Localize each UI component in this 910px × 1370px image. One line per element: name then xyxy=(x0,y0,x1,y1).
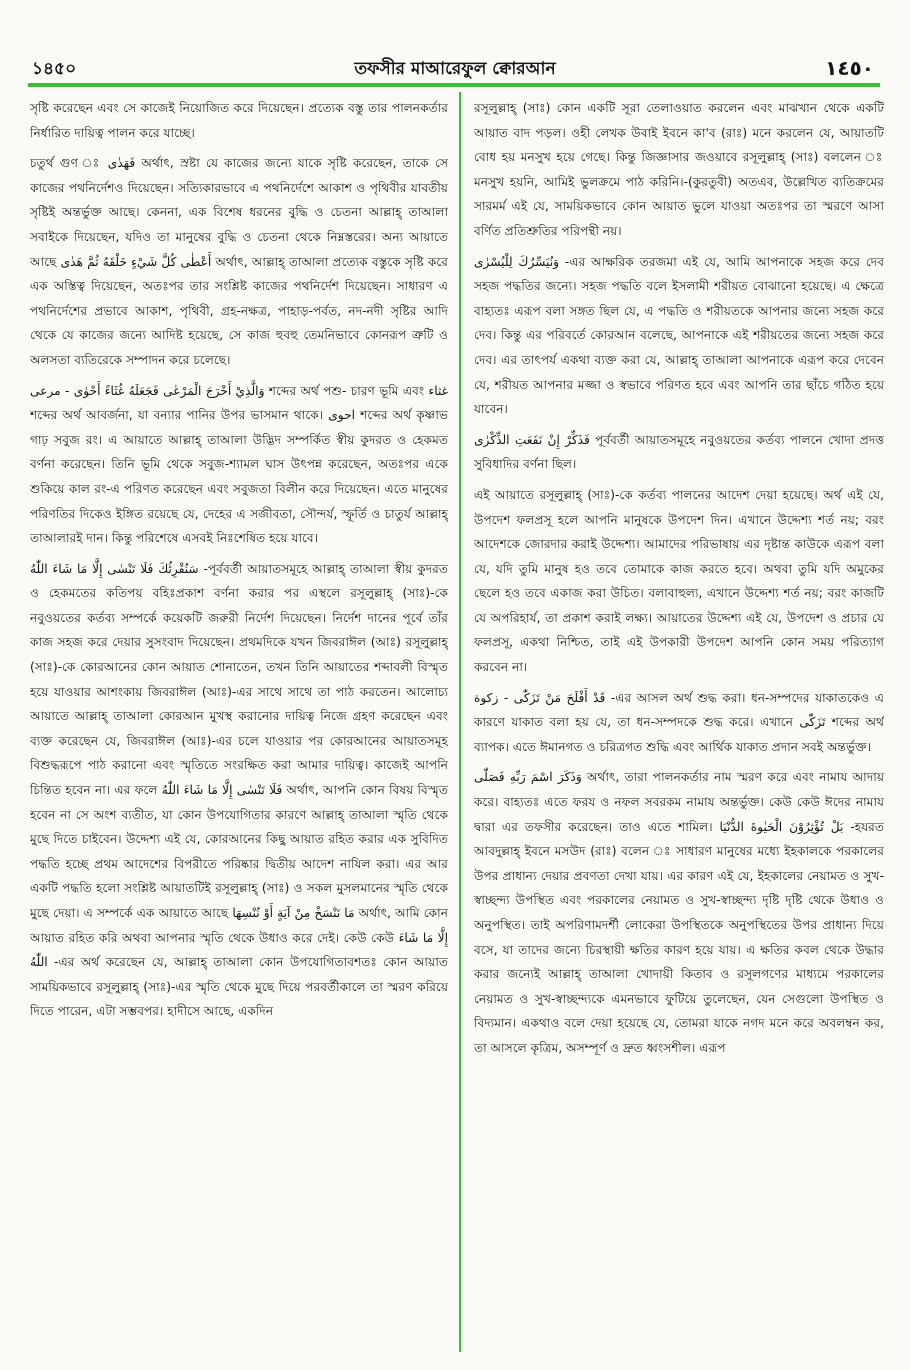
paragraph: فَذَكِّرْ إِنْ نَفَعَتِ الذِّكْرٰى পূর্ববর্তী আয়াতসমূহে নবুওয়তের কর্তব্য পালনে খোদা প্রদত্ত সুবিধাদির বর্ণনা ছিল। xyxy=(474,432,884,472)
paragraph: سَنُقْرِئُكَ فَلَا تَنْسٰى إِلَّا مَا شَاءَ اللّٰهُ -পূর্ববর্তী আয়াতসমূহে আল্লাহ্ তাআলা স্বীয় কুদরত ও হেকমতের কতিপয় বহিঃপ্রকাশ বর্ণনা করার পর এস্থলে রসূলুল্লাহ্ (সাঃ)-কে নবুওয়তের কর্তব্য সম্পর্কে কয়েকটি জরুরী নির্দেশ দিয়েছেন। নির্দেশ দানের পূর্বে তাঁর কাজ সহজ করে দেয়ার সুসংবাদ দিয়েছেন। প্রথমদিকে যখন জিবরাঈল (আঃ) রসূলুল্লাহ্ (সাঃ)-কে কোরআনের কোন আয়াত শোনাতেন, তখন তিনি আয়াতের শব্দাবলী বিস্মৃত হয়ে যাওয়ার আশংকায় জিবরাঈল (আঃ)-এর সাথে সাথে তা পাঠ করতেন। আলোচ্য আয়াতে আল্লাহ্ তাআলা কোরআন মুখস্থ করানোর দায়িত্ব নিজে গ্রহণ করেছেন এবং ব্যক্ত করেছেন যে, জিবরাঈল (আঃ)-এর চলে যাওয়ার পর কোরআনের আয়াতসমূহ বিশুদ্ধরূপে পাঠ করানো এবং স্মৃতিতে সংরক্ষিত করা আমার দায়িত্ব। কাজেই আপনি চিন্তিত হবেন না। এর ফলে فَلَا تَنْسٰى إِلَّا مَا شَاءَ اللّٰهُ অর্থাৎ, আপনি কোন বিষয় বিস্মৃত হবেন না সে অংশ ব্যতীত, যা কোন উপযোগিতার কারণে আল্লাহ্ তাআলা স্মৃতি থেকে মুছে দিতে চাইবেন। উদ্দেশ্য এই যে, কোরআনের কিছু আয়াত রহিত করার এক সুবিদিত পদ্ধতি হচ্ছে প্রথম আদেশের বিপরীতে পরিষ্কার দ্বিতীয় আদেশ নাযিল করা। এর আর একটি পদ্ধতি হলো সংশ্লিষ্ট আয়াতটিই রসূলুল্লাহ্ (সাঃ) ও সকল মুসলমানের স্মৃতি থেকে মুছে দেয়া। এ সম্পর্কে এক আয়াতে আছে مَا نَنْسَخْ مِنْ آيَةٍ أَوْ نُنْسِهَا অর্থাৎ, আমি কোন আয়াত রহিত করি অথবা আপনার স্মৃতি থেকে উধাও করে দেই। কেউ কেউ إِلَّا مَا شَاءَ اللّٰهُ -এর অর্থ করেছেন যে, আল্লাহ্ তাআলা কোন উপযোগিতাবশতঃ কোন আয়াত সাময়িকভাবে রসূলুল্লাহ্ (সাঃ)-এর স্মৃতি থেকে মুছে দিয়ে পরবর্তীকালে তা স্মরণ করিয়ে দিতে পারেন, এটা সম্ভবপর। হাদীসে আছে, একদিন xyxy=(30,561,448,1019)
paragraph: চতুর্থ গুণ ঃ فَهَدٰى অর্থাৎ, স্রষ্টা যে কাজের জন্যে যাকে সৃষ্টি করেছেন, তাকে সে কাজের পথনির্দেশও দিয়েছেন। সত্যিকারভাবে এ পথনির্দেশে আকাশ ও পৃথিবীর যাবতীয় সৃষ্টিই অন্তর্ভুক্ত আছে। কেননা, এক বিশেষ ধরনের বুদ্ধি ও চেতনা আল্লাহ্ তাআলা সবাইকে দিয়েছেন, যদিও তা মানুষের বুদ্ধি ও চেতনা থেকে নিম্নস্তরের। অন্য আয়াতে আছে أَعْطٰى كُلَّ شَيْءٍ خَلْقَهُ ثُمَّ هَدٰى অর্থাৎ, আল্লাহ্ তাআলা প্রত্যেক বস্তুকে সৃষ্টি করে এক অস্তিত্ব দিয়েছেন, অতঃপর তার সংশ্লিষ্ট কাজের পথনির্দেশ দিয়েছেন। সাধারণ এ পথনির্দেশের প্রভাবে আকাশ, পৃথিবী, গ্রহ-নক্ষত্র, পাহাড়-পর্বত, নদ-নদী সৃষ্টির আদি থেকে যে কাজের জন্যে আদিষ্ট হয়েছে, সে কাজ হুবহু তেমনিভাবে কোনরূপ ত্রুটি ও অলসতা ব্যতিরেকে সম্পাদন করে চলেছে। xyxy=(30,156,448,367)
paragraph: সৃষ্টি করেছেন এবং সে কাজেই নিয়োজিত করে দিয়েছেন। প্রত্যেক বস্তু তার পালনকর্তার নির্ধারিত দায়িত্ব পালন করে যাচ্ছে। xyxy=(30,101,448,140)
paragraph: وَذَكَرَ اسْمَ رَبِّهِ فَصَلّٰى অর্থাৎ, তারা পালনকর্তার নাম স্মরণ করে এবং নামায আদায় করে। বাহ্যতঃ এতে ফরয ও নফল সবরকম নামায অন্তর্ভুক্ত। কেউ কেউ ঈদের নামায দ্বারা এর তফসীর করেছেন। তাও এতে শামিল। بَلْ تُؤْثِرُوْنَ الْحَيٰوةَ الدُّنْيَا -হযরত আবদুল্লাহ্ ইবনে মসউদ (রাঃ) বলেন ঃ সাধারণ মানুষের মধ্যে ইহকালকে পরকালের উপর প্রাধান্য দেয়ার প্রবণতা দেখা যায়। এর কারণ এই যে, ইহকালের নেয়ামত ও সুখ-স্বাচ্ছন্দ্য উপস্থিত এবং পরকালের নেয়ামত ও সুখ-স্বাচ্ছন্দ্য দৃষ্টি দৃষ্টি থেকে উধাও ও অনুপস্থিত। তাই অপরিণামদর্শী লোকেরা উপস্থিতকে অনুপস্থিতের উপর প্রাধান্য দিয়ে বসে, যা তাদের জন্যে চিরস্থায়ী ক্ষতির কারণ হয়ে যায়। এ ক্ষতির কবল থেকে উদ্ধার করার জন্যেই আল্লাহ্ তাআলা খোদায়ী কিতাব ও রসূলগণের মাধ্যমে পরকালের নেয়ামত ও সুখ-স্বাচ্ছন্দ্যকে এমনভাবে ফুটিয়ে তুলেছেন, যেন সেগুলো উপস্থিত ও বিদ্যমান। একথাও বলে দেয়া হয়েছে যে, তোমরা যাকে নগদ মনে করে অবলম্বন কর, তা আসলে কৃত্রিম, অসম্পূর্ণ ও দ্রুত ধ্বংসশীল। এরূপ xyxy=(474,770,884,1055)
right-column xyxy=(474,96,884,1358)
page-header xyxy=(0,0,910,90)
paragraph: قَدْ أَفْلَحَ مَنْ تَزَكّٰى - زكوة -এর আসল অর্থ শুদ্ধ করা। ধন-সম্পদের যাকাতকেও এ কারণে যাকাত বলা হয় যে, তা ধন-সম্পদকে শুদ্ধ করে। এখানে تَزَكّٰى শব্দের অর্থ ব্যাপক। এতে ঈমানগত ও চরিত্রগত শুদ্ধি এবং আর্থিক যাকাত প্রদান সবই অন্তর্ভুক্ত। xyxy=(474,690,884,754)
page-number-arabic: ١٤٥٠ xyxy=(825,56,874,80)
paragraph: রসূলুল্লাহ্ (সাঃ) কোন একটি সূরা তেলাওয়াত করলেন এবং মাঝখান থেকে একটি আয়াত বাদ পড়ল। ওহী লেখক উবাই ইবনে কা'ব (রাঃ) মনে করলেন যে, আয়াতটি বোধ হয় মনসুখ হয়ে গেছে। কিন্তু জিজ্ঞাসার জওয়াবে রসূলুল্লাহ্ (সাঃ) বললেন ঃ মনসুখ হয়নি, আমিই ভুলক্রমে পাঠ করিনি।-(কুরতুবী) অতএব, উল্লেখিত ব্যতিক্রমের সারমর্ম এই যে, সাময়িকভাবে কোন আয়াত ভুলে যাওয়া অতঃপর তা স্মরণে আসা বর্ণিত প্রতিশ্রুতির পরিপন্থী নয়। xyxy=(474,101,884,238)
paragraph: এই আয়াতে রসূলুল্লাহ্ (সাঃ)-কে কর্তব্য পালনের আদেশ দেয়া হয়েছে। অর্থ এই যে, উপদেশ ফলপ্রসূ হলে আপনি মানুষকে উপদেশ দিন। এখানে উদ্দেশ্য শর্ত নয়; বরং আদেশকে জোরদার করাই উদ্দেশ্য। আমাদের পরিভাষায় এর দৃষ্টান্ত কাউকে এরূপ বলা যে, যদি তুমি মানুষ হও তবে তোমাকে কাজ করতে হবে। অথবা তুমি যদি অমুকের ছেলে হও তবে একাজ করা উচিত। বলাবাহুল্য, এখানে উদ্দেশ্য শর্ত নয়; বরং কাজটি যে অপরিহার্য, তা প্রকাশ করাই লক্ষ্য। আয়াতের উদ্দেশ্য এই যে, উপদেশ ও প্রচার যে ফলপ্রসূ, একথা নিশ্চিত, তাই এই উপকারী উপদেশ আপনি কোন সময় পরিত্যাগ করবেন না। xyxy=(474,487,884,675)
header-rule xyxy=(28,83,880,87)
left-column xyxy=(30,96,448,1358)
book-title: তফসীর মাআরেফুল ক্বোরআন xyxy=(354,59,556,79)
paragraph: وَنُيَسِّرُكَ لِلْيُسْرٰى -এর আক্ষরিক তরজমা এই যে, আমি আপনাকে সহজ করে দেব সহজ পদ্ধতির জন্যে। সহজ পদ্ধতি বলে ইসলামী শরীয়ত বোঝানো হয়েছে। এ ক্ষেত্রে বাহ্যতঃ এরূপ বলা সঙ্গত ছিল যে, এ পদ্ধতি ও শরীয়তকে আপনার জন্যে সহজ করে দেব। কিন্তু এর পরিবর্তে কোরআন বলেছে, আপনাকে এই শরীয়তের জন্যে সহজ করে দেব। এর তাৎপর্য একথা ব্যক্ত করা যে, আল্লাহ্ তাআলা আপনাকে এরূপ করে দেবেন যে, শরীয়ত আপনার মজ্জা ও স্বভাবে পরিণত হবে এবং আপনি তার ছাঁচে গঠিত হয়ে যাবেন। xyxy=(474,254,884,417)
column-divider xyxy=(459,92,461,1352)
page-number-bengali: ১৪৫০ xyxy=(32,59,77,79)
paragraph: وَالَّذِيْ أَخْرَجَ الْمَرْعٰى فَجَعَلَهُ غُثَاءً أَحْوٰى - مرعى শব্দের অর্থ পশু- চারণ ভূমি এবং غثاء শব্দের অর্থ আবর্জনা, যা বন্যার পানির উপর ভাসমান থাকে। احوى শব্দের অর্থ কৃষ্ণাভ গাঢ় সবুজ রং। এ আয়াতে আল্লাহ্ তাআলা উদ্ভিদ সম্পর্কিত স্বীয় কুদরত ও হেকমত বর্ণনা করেছেন। তিনি ভূমি থেকে সবুজ-শ্যামল ঘাস উৎপন্ন করেছেন, অতঃপর একে শুকিয়ে কাল রং-এ পরিণত করেছেন এবং সবুজতা বিলীন করে দিয়েছেন। এতে মানুষের পরিণতির দিকেও ইঙ্গিত রয়েছে যে, দেহের এ সজীবতা, সৌন্দর্য, স্ফূর্তি ও চাতুর্য আল্লাহ্ তাআলারই দান। কিন্তু পরিশেষে এসবই নিঃশেষিত হয়ে যাবে। xyxy=(30,383,448,546)
